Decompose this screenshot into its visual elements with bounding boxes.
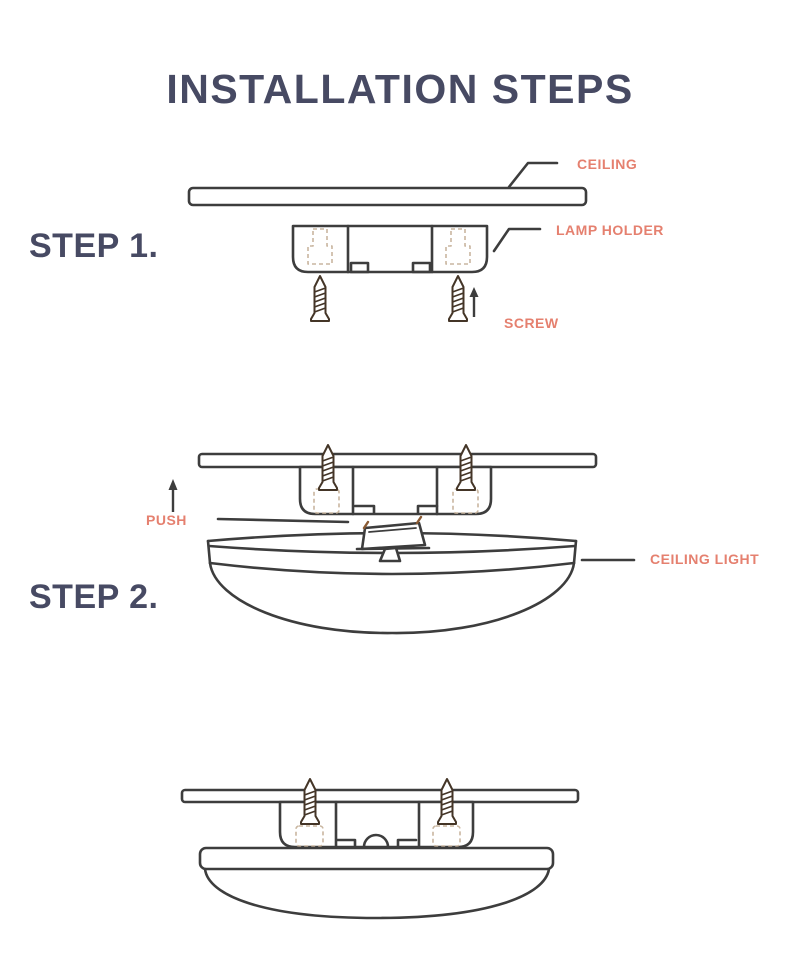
callout-screw: SCREW [504,315,559,331]
callout-push: PUSH [146,512,187,528]
ceiling-outline [189,188,586,205]
screw-icon [438,779,456,824]
callout-lamp-holder: LAMP HOLDER [556,222,664,238]
push-arrow-icon [169,479,178,512]
screw-icon [301,779,319,824]
light-connector [357,517,429,561]
screw-icon [457,445,475,490]
callout-ceiling: CEILING [577,156,638,172]
screw-icon [311,276,329,321]
push-leader-line [218,519,348,522]
lamp-holder-outline [293,226,487,272]
step-1-label: STEP 1. [29,227,159,265]
step-2-label: STEP 2. [29,578,159,616]
screw-icon [449,276,467,321]
step-2-diagram [169,445,635,633]
assembled-diagram [182,779,578,918]
light-dome-outline [205,869,549,918]
step-1-diagram [189,163,586,321]
light-rim-outline [200,848,553,869]
lamp-holder-leader-line [494,229,540,251]
page-title: INSTALLATION STEPS [166,66,634,113]
callout-ceiling-light: CEILING LIGHT [650,551,760,567]
ceiling-leader-line [509,163,557,187]
screw-icon [319,445,337,490]
up-arrow-icon [470,287,479,317]
ceiling-outline [199,454,596,467]
ceiling-outline [182,790,578,802]
